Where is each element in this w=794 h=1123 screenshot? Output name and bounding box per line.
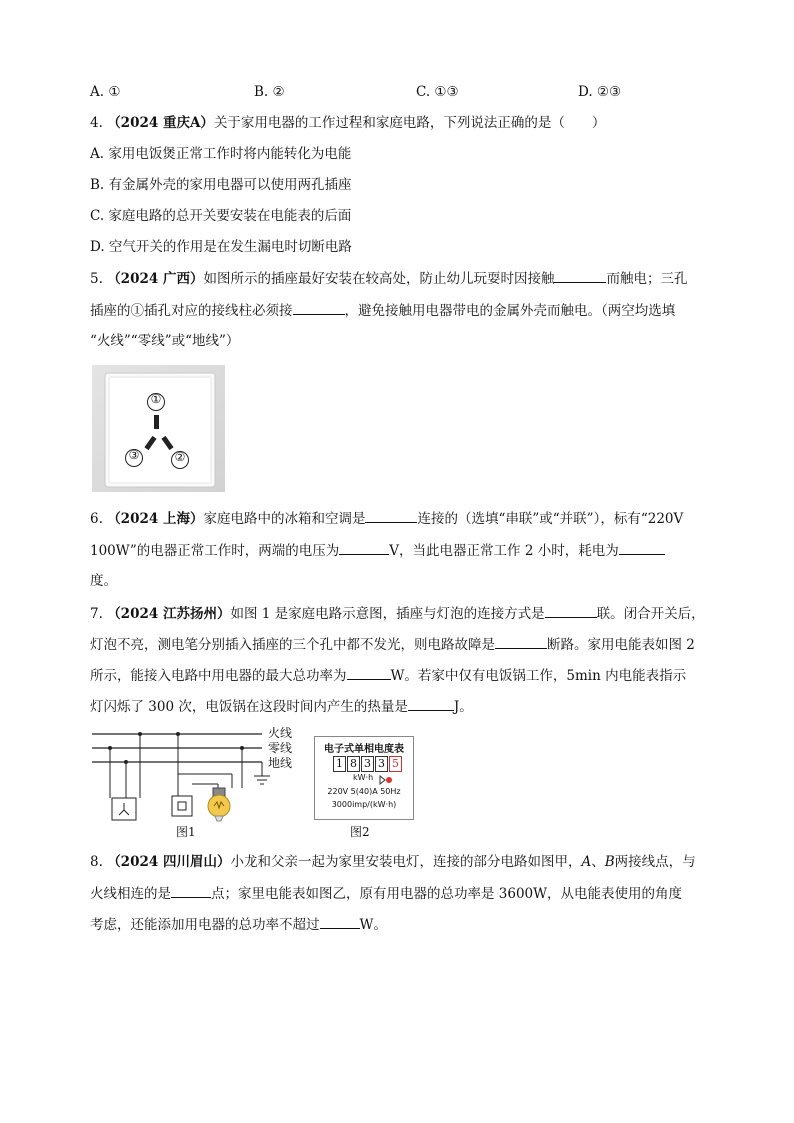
q5-blank-2[interactable] bbox=[293, 300, 345, 315]
q5-text: ，避免接触用电器带电的金属外壳而触电。（两空均选填 bbox=[344, 303, 676, 319]
q8-point-b: B bbox=[604, 854, 615, 870]
q7-blank-1[interactable] bbox=[545, 603, 597, 618]
q5-text: 如图所示的插座最好安装在较高处，防止幼儿玩耍时因接触 bbox=[203, 271, 555, 287]
q8-text: 点；家里电能表如图乙，原有用电器的总功率是 3600W，从电能表使用的角度 bbox=[211, 886, 683, 902]
q8-text: 、 bbox=[591, 854, 605, 870]
q4-text: 关于家用电器的工作过程和家庭电路，下列说法正确的是（ ） bbox=[213, 115, 606, 131]
meter-unit: kW·h bbox=[353, 773, 374, 782]
figure-2-caption: 图2 bbox=[350, 825, 370, 839]
q4-option-d: D. 空气开关的作用是在发生漏电时切断电路 bbox=[90, 239, 352, 255]
q4-stem bbox=[90, 113, 605, 133]
meter-digit: 3 bbox=[375, 756, 388, 772]
q7-text: W。若家中仅有电饭锅工作，5min 内电能表指示 bbox=[390, 668, 687, 684]
q8-text: 考虑，还能添加用电器的总功率不超过 bbox=[90, 917, 320, 933]
wire-label-neutral: 零线 bbox=[268, 741, 293, 755]
socket-label-1: ① bbox=[150, 392, 162, 406]
q7-blank-3[interactable] bbox=[347, 665, 391, 680]
meter-spec-1: 220V 5(40)A 50Hz bbox=[327, 787, 401, 796]
meter-digit: 8 bbox=[347, 756, 360, 772]
q8-line-2 bbox=[90, 883, 682, 904]
q6-text: 100W”的电器正常工作时，两端的电压为 bbox=[90, 543, 340, 559]
q3-option-a: A. ① bbox=[90, 84, 121, 100]
q5-line-2 bbox=[90, 300, 675, 321]
q7-text: 灯泡不亮，测电笔分别插入插座的三个孔中都不发光，则电路故障是 bbox=[90, 637, 495, 653]
q7-blank-2[interactable] bbox=[495, 634, 547, 649]
q6-text: 度。 bbox=[90, 573, 117, 589]
socket-photo bbox=[92, 365, 225, 492]
meter-spec-2: 3000imp/(kW·h) bbox=[331, 800, 397, 809]
q6-blank-2[interactable] bbox=[339, 540, 389, 555]
q3-option-b: B. ② bbox=[254, 84, 285, 100]
q6-text: 家庭电路中的冰箱和空调是 bbox=[203, 511, 366, 527]
q6-source: （2024 上海） bbox=[107, 511, 204, 527]
q6-text: V，当此电器正常工作 2 小时，耗电为 bbox=[389, 543, 619, 559]
socket-label-3: ③ bbox=[128, 448, 140, 462]
meter-title: 电子式单相电度表 bbox=[324, 744, 404, 755]
q7-blank-4[interactable] bbox=[408, 696, 454, 711]
q8-source: （2024 四川眉山） bbox=[107, 854, 231, 870]
q7-number: 7. bbox=[90, 606, 103, 622]
q8-line-3 bbox=[90, 914, 387, 935]
meter-body bbox=[314, 736, 414, 820]
q4-option-b: B. 有金属外壳的家用电器可以使用两孔插座 bbox=[90, 177, 352, 193]
meter-digit: 1 bbox=[333, 756, 346, 772]
q6-blank-1[interactable] bbox=[365, 508, 417, 523]
q6-text: 连接的（选填“串联”或“并联”），标有“220V bbox=[417, 511, 684, 527]
q7-line-3 bbox=[90, 665, 686, 686]
q8-text: W。 bbox=[359, 917, 387, 933]
q5-text: “火线”“零线”或“地线”） bbox=[90, 333, 240, 349]
figure-1-caption: 图1 bbox=[176, 825, 196, 839]
wire-label-live: 火线 bbox=[268, 726, 293, 740]
q7-line-2 bbox=[90, 634, 695, 655]
q7-text: 如图 1 是家庭电路示意图，插座与灯泡的连接方式是 bbox=[230, 606, 545, 622]
figure-1-circuit bbox=[92, 726, 302, 838]
q8-point-a: A bbox=[581, 854, 592, 870]
meter-digit: 5 bbox=[389, 756, 402, 772]
q6-line-1 bbox=[90, 508, 683, 529]
q7-source: （2024 江苏扬州） bbox=[107, 606, 231, 622]
q5-text: 插座的①插孔对应的接线柱必须接 bbox=[90, 303, 293, 319]
q7-text: 所示，能接入电路中用电器的最大总功率为 bbox=[90, 668, 347, 684]
socket-label-2: ② bbox=[174, 450, 186, 464]
q5-line-3 bbox=[90, 331, 239, 351]
wire-label-ground: 地线 bbox=[268, 756, 293, 770]
q8-line-1 bbox=[90, 852, 696, 872]
q4-number: 4. bbox=[90, 115, 103, 131]
q7-text: J。 bbox=[453, 699, 473, 715]
q6-line-3 bbox=[90, 571, 117, 591]
q5-number: 5. bbox=[90, 271, 103, 287]
figure-2-meter bbox=[314, 736, 414, 838]
q8-text: 小龙和父亲一起为家里安装电灯，连接的部分电路如图甲， bbox=[230, 854, 582, 870]
q7-text: 联。闭合开关后， bbox=[596, 606, 705, 622]
meter-digits bbox=[333, 756, 402, 772]
meter-digit: 3 bbox=[361, 756, 374, 772]
q4-option-a: A. 家用电饭煲正常工作时将内能转化为电能 bbox=[90, 146, 352, 162]
indicator-lamp-icon bbox=[379, 773, 393, 783]
q8-text: 两接线点，与 bbox=[614, 854, 696, 870]
q4-option-c: C. 家庭电路的总开关要安装在电能表的后面 bbox=[90, 208, 352, 224]
q3-option-d: D. ②③ bbox=[578, 84, 622, 100]
q7-line-4 bbox=[90, 696, 473, 717]
q8-blank-2[interactable] bbox=[320, 914, 360, 929]
q6-number: 6. bbox=[90, 511, 103, 527]
q8-text: 火线相连的是 bbox=[90, 886, 171, 902]
q7-line-1 bbox=[90, 603, 705, 624]
q5-source: （2024 广西） bbox=[107, 271, 204, 287]
q8-blank-1[interactable] bbox=[171, 883, 211, 898]
q5-blank-1[interactable] bbox=[554, 268, 606, 283]
q5-line-1 bbox=[90, 268, 687, 289]
q7-text: 断路。家用电能表如图 2 bbox=[547, 637, 695, 653]
q7-text: 灯闪烁了 300 次，电饭锅在这段时间内产生的热量是 bbox=[90, 699, 408, 715]
q5-text: 而触电；三孔 bbox=[606, 271, 688, 287]
q4-source: （2024 重庆A） bbox=[107, 115, 214, 131]
q3-option-c: C. ①③ bbox=[416, 84, 459, 100]
q6-blank-3[interactable] bbox=[619, 540, 665, 555]
q8-number: 8. bbox=[90, 854, 103, 870]
q6-line-2 bbox=[90, 540, 665, 561]
